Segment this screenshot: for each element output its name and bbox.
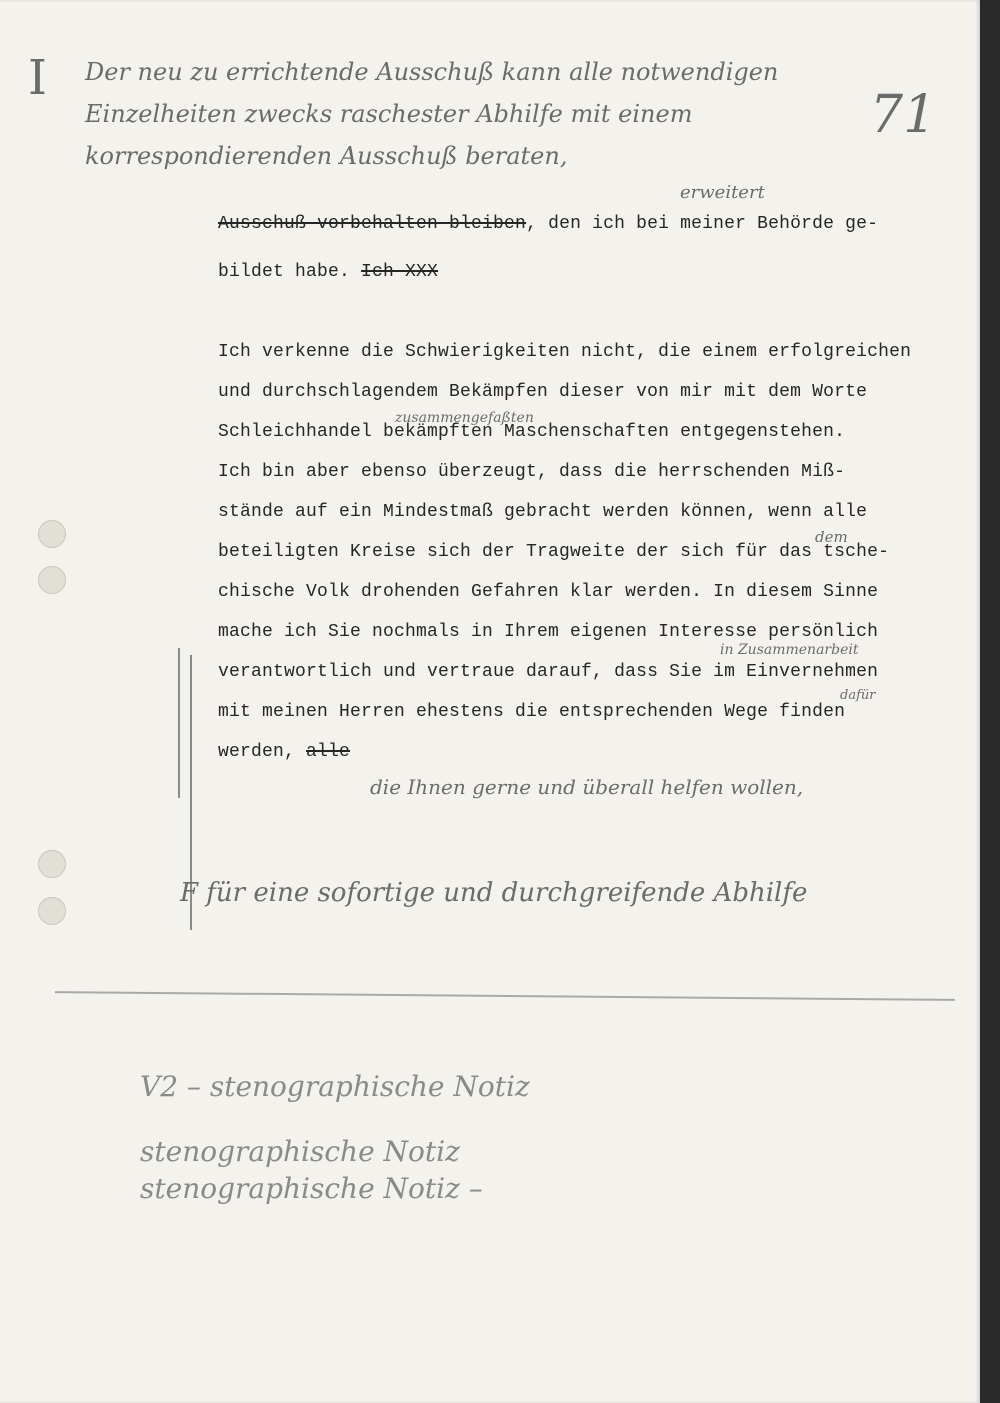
punch-hole (38, 520, 66, 548)
top-note-line: Der neu zu errichtende Ausschuß kann alle notwendigen (85, 58, 779, 86)
inserted-word: in Zusammenarbeit (720, 642, 859, 658)
shorthand-line: V2 – stenographische Notiz (140, 1070, 530, 1103)
typed-text: bildet habe. (218, 262, 362, 282)
inserted-word: dafür (840, 688, 876, 703)
typed-line: stände auf ein Mindestmaß gebracht werden können, wenn alle (218, 502, 868, 522)
typed-line: chische Volk drohenden Gefahren klar werden. In diesem Sinne (218, 582, 879, 602)
margin-note: F für eine sofortige und durchgreifende Abhilfe (180, 878, 808, 908)
punch-hole (38, 897, 66, 925)
typed-line (218, 742, 978, 762)
inserted-word: dem (815, 528, 848, 546)
struck-text: Ich XXX (361, 262, 439, 282)
struck-text: alle (306, 742, 351, 762)
separator-line (55, 991, 955, 1001)
typed-line (218, 262, 978, 282)
typed-line: und durchschlagendem Bekämpfen dieser von mir mit dem Worte (218, 382, 868, 402)
typed-text: , den ich bei meiner Behörde ge- (526, 214, 879, 234)
handwritten-addition: die Ihnen gerne und überall helfen wollen, (370, 775, 804, 799)
inserted-word: zusammengefaßten (395, 410, 534, 426)
struck-text: Ausschuß vorbehalten bleiben (218, 214, 527, 234)
typed-line: Schleichhandel bekämpften Maschenschaften entgegenstehen. (218, 422, 846, 442)
shorthand-line: stenographische Notiz – (140, 1172, 483, 1205)
typed-line: verantwortlich und vertraue darauf, dass Sie im Einvernehmen (218, 662, 879, 682)
inserted-word: erweitert (680, 182, 765, 203)
margin-mark: I (28, 50, 47, 106)
shorthand-line: stenographische Notiz (140, 1135, 460, 1168)
typed-line: beteiligten Kreise sich der Tragweite der sich für das tsche- (218, 542, 890, 562)
typed-line: Ich bin aber ebenso überzeugt, dass die herrschenden Miß- (218, 462, 846, 482)
typed-line: mit meinen Herren ehestens die entsprechenden Wege finden (218, 702, 846, 722)
punch-hole (38, 566, 66, 594)
page-number: 71 (870, 85, 937, 145)
typed-text: werden, (218, 742, 307, 762)
typed-line (218, 214, 978, 234)
margin-bracket (178, 648, 180, 798)
typed-line: mache ich Sie nochmals in Ihrem eigenen Interesse persönlich (218, 622, 879, 642)
punch-hole (38, 850, 66, 878)
top-note-line: korrespondierenden Ausschuß beraten, (85, 142, 568, 170)
top-note-line: Einzelheiten zwecks raschester Abhilfe mit einem (85, 100, 693, 128)
page-edge (980, 0, 1000, 1403)
typed-line: Ich verkenne die Schwierigkeiten nicht, die einem erfolgreichen (218, 342, 912, 362)
